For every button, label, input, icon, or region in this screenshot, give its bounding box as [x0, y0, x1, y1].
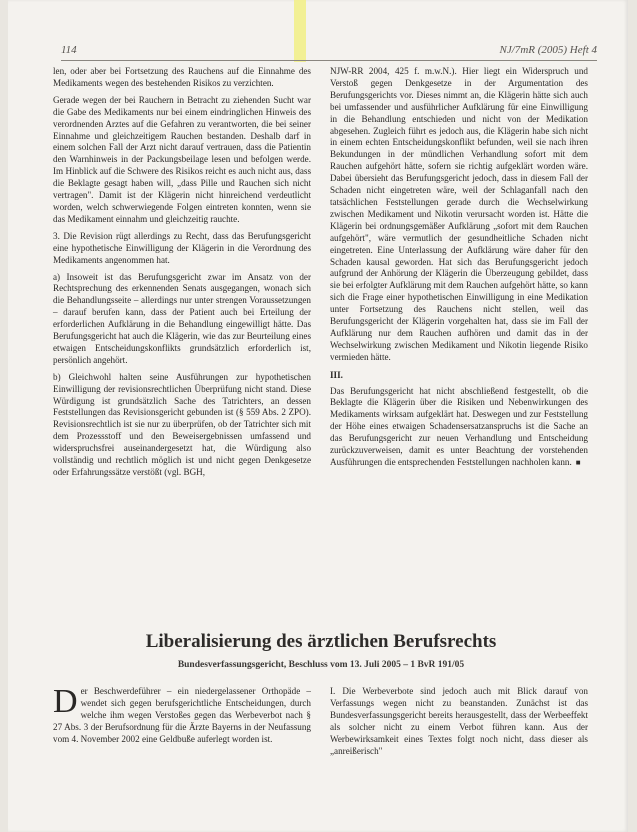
paragraph: a) Insoweit ist das Berufungsgericht zwar im Ansatz von der Rechtsprechung des erkennenden Senats ausgegangen, wonach sich die Behandlungsseite – allerdings nur unter strengen Voraussetzungen – darauf berufen kann, dass der Patient auch bei Erteilung der erforderlichen Aufklärung in die Behandlung eingewilligt hätte. Das Berufungsgericht hat auch die Klägerin, wie das zur Beurteilung eines etwaigen Entscheidungskonflikts grundsätzlich erforderlich ist, persönlich angehört.: [53, 271, 311, 365]
paragraph: [330, 386, 588, 469]
right-column: [330, 66, 588, 474]
paragraph: NJW-RR 2004, 425 f. m.w.N.). Hier liegt ein Widerspruch und Verstoß gegen Denkgesetze in der Argumentation des Berufungsgerichts vor. Dieses nimmt an, die Klägerin hätte sich auch bei umfassender und ausführlicher Aufklärung für eine Einwilligung in die Behandlung entschieden und nicht von der Medikation abgesehen. Zugleich führt es jedoch aus, die Klägerin habe sich nicht in einem echten Entscheidungskonflikt befunden, weil sie nach ihren Bekundungen in der mündlichen Verhandlung sofort mit dem Rauchen aufgehört hätte, sofern sie richtig aufgeklärt worden wäre. Dabei übersieht das Berufungsgericht jedoch, dass in diesem Fall der Schaden nicht eingetreten wäre, weil der Schlaganfall nach den tatsächlichen Feststellungen gerade durch die Wechselwirkung zwischen Medikament und Nikotin verursacht worden ist. Hätte die Klägerin bei ordnungsgemäßer Aufklärung „sofort mit dem Rauchen aufgehört", wäre vermutlich der gesundheitliche Schaden nicht eingetreten. Eine Unterlassung der Aufklärung wäre daher für den Schaden kausal geworden. Hat sich das Berufungsgericht jedoch aufgrund der Anhörung der Klägerin die Überzeugung gebildet, dass sie bei erfolgter Aufklärung mit dem Rauchen aufgehört hätte, so kann sich die Frage einer hypothetischen Einwilligung in eine Medikation unter Fortsetzung des Rauchens nicht stellen, weil das Berufungsgericht der Klägerin vorgehalten hat, dass sie im Fall der Aufklärung nur dem Rauchen aufhören und damit das in der Wechselwirkung zwischen Medikament und Nikotin liegende Risiko vermieden hätte.: [330, 66, 588, 362]
end-square-icon: ■: [575, 458, 581, 467]
paragraph: Gerade wegen der bei Rauchern in Betracht zu ziehenden Sucht war die Gabe des Medikaments nur bei einem eindringlichen Hinweis des verordnenden Arztes auf die Gefahren zu verantworten, die bei seiner Einnahme und gleichzeitigem Rauchen bestanden. Deshalb darf in einem solchen Fall der Arzt nicht darauf vertrauen, dass die Patientin den Warnhinweis in der Packungsbeilage lesen und befolgen werde. Im Hinblick auf die Schwere des Risikos reicht es auch nicht aus, dass die Beklagte gesagt haben will, „dass Pille und Rauchen sich nicht vertragen". Damit ist der Klägerin nicht hinreichend verdeutlicht worden, welch schwerwiegende Folgen eintreten konnten, wenn sie das Medikament einnahm und gleichzeitig rauchte.: [53, 94, 311, 224]
left-column: [53, 66, 311, 484]
paragraph: I. Die Werbeverbote sind jedoch auch mit Blick darauf von Verfassungs wegen nicht zu beanstanden. Zunächst ist das Bundesverfassungsgericht bereits herausgestellt, dass der Werbeeffekt als solcher nicht zu einem Verbot führen kann. Aus der Werbewirksamkeit eines Textes folgt noch nicht, dass dieser als „anreißerisch": [330, 686, 588, 756]
article-intro-text: er Beschwerdeführer – ein niedergelassener Orthopäde – wendet sich gegen berufsgerichtliche Entscheidungen, durch welche ihm wegen Verstoßes gegen das Werbeverbot nach § 27 Abs. 3 der Berufsordnung für die Ärzte Bayerns in der Neufassung vom 4. November 2002 eine Geldbuße auferlegt worden ist.: [53, 686, 311, 744]
paragraph: [53, 683, 311, 746]
section-text: Das Berufungsgericht hat nicht abschließend festgestellt, ob die Beklagte die Klägerin über die Risiken und Nebenwirkungen des Medikaments wirksam aufgeklärt hat. Deswegen und zur Feststellung der Höhe eines etwaigen Schadensersatzanspruchs ist die Sache an das Berufungsgericht zur neuen Verhandlung und Entscheidung zurückzuverweisen, damit es unter Beachtung der vorstehenden Ausführungen die entsprechenden Feststellungen nachholen kann.: [330, 385, 588, 467]
article-title: Liberalisierung des ärztlichen Berufsrechts: [145, 631, 497, 652]
article-right-column: [330, 686, 588, 757]
article-subtitle: Bundesverfassungsgericht, Beschluss vom 13. Juli 2005 – 1 BvR 191/05: [177, 660, 465, 670]
section-heading: III.: [330, 369, 343, 380]
drop-cap: D: [53, 683, 78, 720]
paragraph: b) Gleichwohl halten seine Ausführungen zur hypothetischen Einwilligung der revisionsrechtlichen Überprüfung nicht stand. Diese Würdigung ist grundsätzlich Sache des Tatrichters, an dessen Feststellungen das Revisionsgericht gebunden ist (§ 559 Abs. 2 ZPO). Revisionsrechtlich ist sie nur zu überprüfen, ob der Tatrichter sich mit dem Prozessstoff und den Beweisergebnissen umfassend und widerspruchsfrei auseinandergesetzt hat, die Würdigung also vollständig und rechtlich möglich ist und nicht gegen Denkgesetze oder Erfahrungssätze verstößt (vgl. BGH,: [53, 371, 311, 477]
running-header: [61, 44, 597, 60]
paragraph: 3. Die Revision rügt allerdings zu Recht, dass das Berufungsgericht eine hypothetische Einwilligung der Klägerin in die Verordnung des Medikaments angenommen hat.: [53, 230, 311, 265]
journal-reference: NJ/7mR (2005) Heft 4: [499, 44, 597, 56]
article-left-column: [53, 683, 311, 746]
paragraph: len, oder aber bei Fortsetzung des Rauchens auf die Einnahme des Medikaments wegen des bestehenden Risikos zu verzichten.: [53, 66, 311, 88]
header-rule: [61, 60, 597, 61]
page-number: 114: [61, 44, 77, 56]
